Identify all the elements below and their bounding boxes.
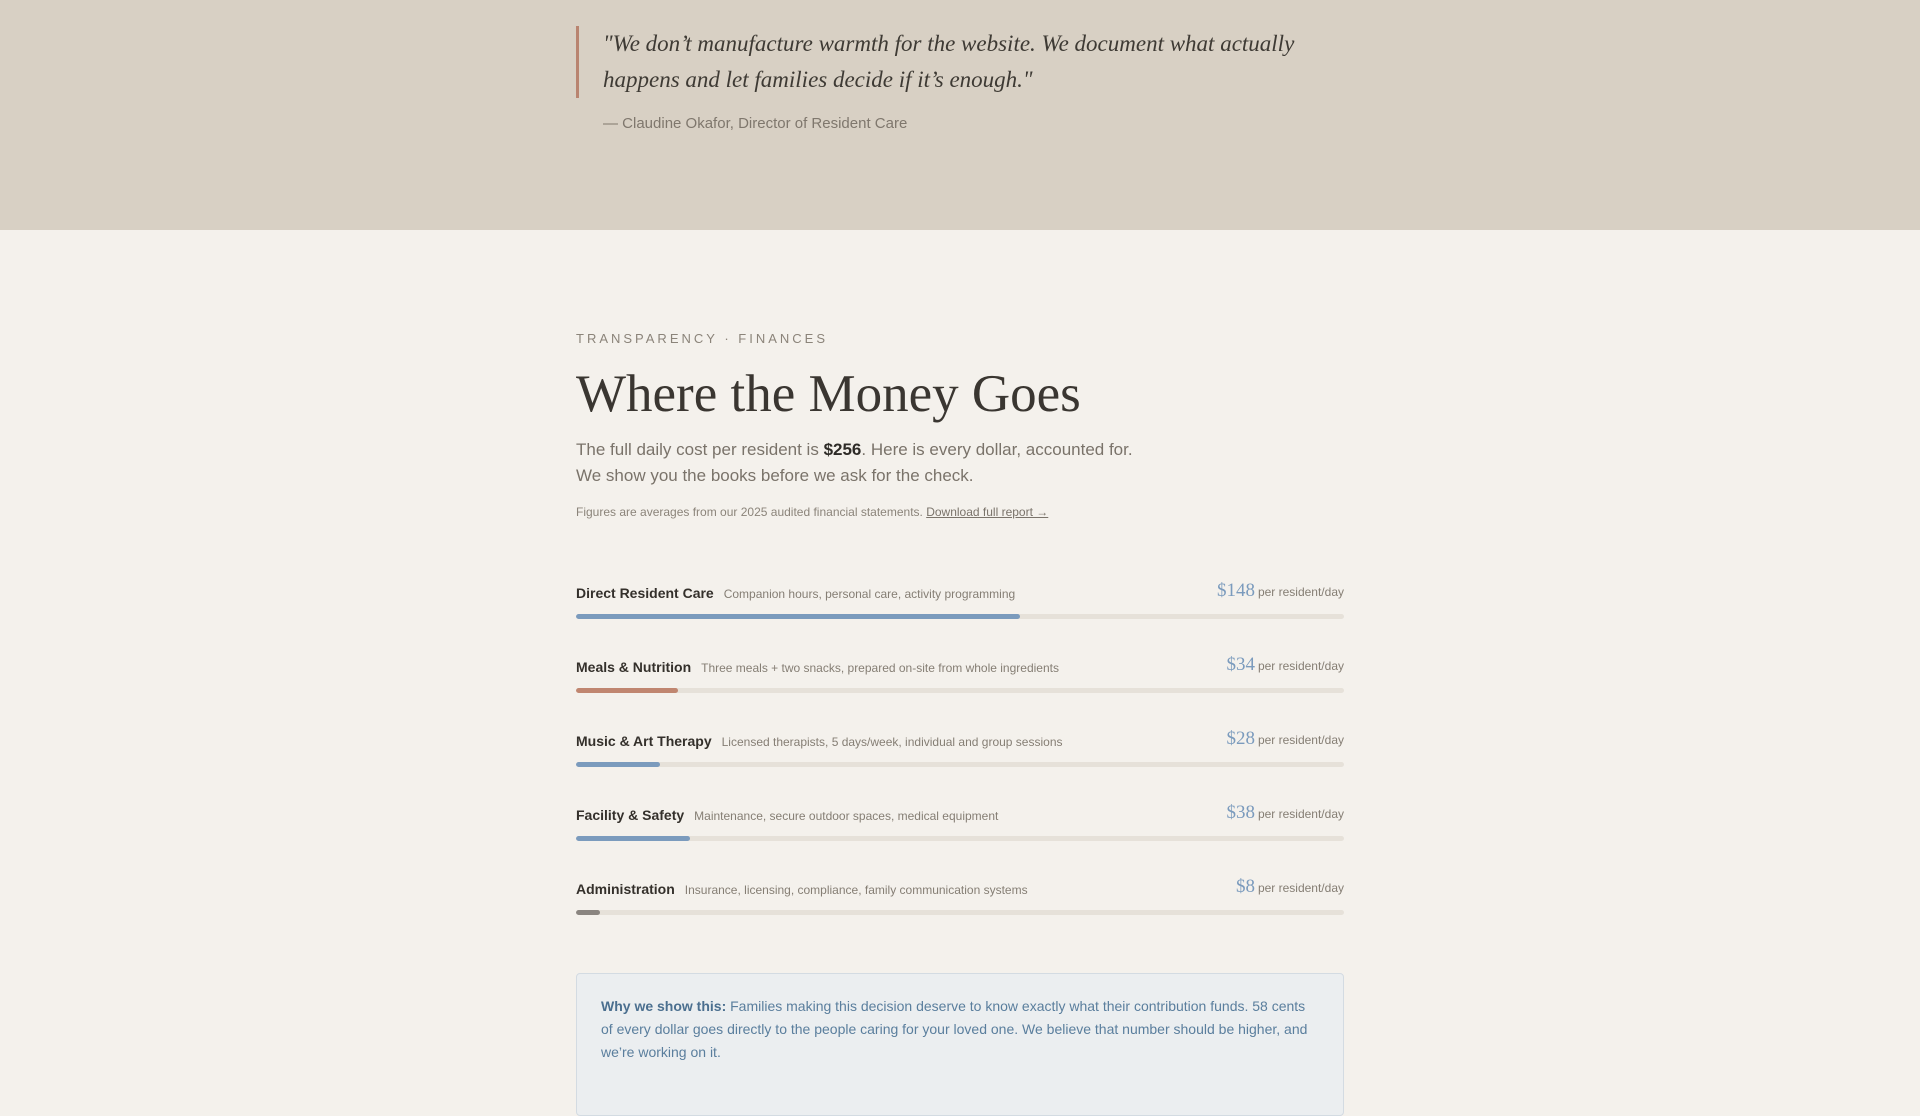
- cost-row: [576, 874, 1344, 948]
- why-we-show-callout: [576, 973, 1344, 1116]
- intro-text: [576, 437, 1146, 489]
- cost-bar-track: [576, 910, 1344, 915]
- cost-bar-track: [576, 688, 1344, 693]
- cost-amount: [1226, 654, 1344, 676]
- quote-text: "We don’t manufacture warmth for the website. We document what actually happens and let families decide if it’s enough.": [603, 31, 1295, 92]
- cost-category-description: Licensed therapists, 5 days/week, individual and group sessions: [721, 735, 1063, 749]
- cost-category-name: Direct Resident Care: [576, 585, 714, 601]
- daily-cost-amount: $256: [823, 440, 862, 459]
- cost-bar-track: [576, 836, 1344, 841]
- cost-amount-value: $8: [1235, 876, 1255, 897]
- cost-category-name: Facility & Safety: [576, 807, 685, 823]
- cost-row: [576, 652, 1344, 726]
- cost-row-header: [576, 726, 1344, 756]
- cost-amount: [1226, 802, 1344, 824]
- intro-after: . Here is every dollar, accounted for. We show you the books before we ask for the check.: [576, 440, 1133, 485]
- cost-breakdown-list: [576, 578, 1344, 948]
- cost-category-name: Administration: [576, 881, 675, 897]
- cost-category-description: Three meals + two snacks, prepared on-site from whole ingredients: [701, 661, 1059, 675]
- section-eyebrow: TRANSPARENCY · FINANCES: [576, 331, 828, 346]
- cost-amount-unit: per resident/day: [1257, 881, 1344, 895]
- cost-category-name: Meals & Nutrition: [576, 659, 692, 675]
- quote-attribution: — Claudine Okafor, Director of Resident Care: [603, 115, 908, 132]
- cost-category-name: Music & Art Therapy: [576, 733, 712, 749]
- cost-amount-value: $28: [1226, 728, 1255, 749]
- cost-row-header: [576, 652, 1344, 682]
- cost-amount-value: $148: [1216, 580, 1255, 601]
- cost-amount-unit: per resident/day: [1257, 733, 1344, 747]
- cost-category-description: Companion hours, personal care, activity programming: [723, 587, 1016, 601]
- cost-bar-fill: [576, 762, 660, 767]
- cost-category-description: Maintenance, secure outdoor spaces, medical equipment: [694, 809, 999, 823]
- cost-bar-fill: [576, 910, 600, 915]
- cost-bar-fill: [576, 836, 690, 841]
- page-title: Where the Money Goes: [576, 365, 1081, 423]
- quote-band: [0, 0, 1920, 230]
- intro-before: The full daily cost per resident is: [576, 440, 824, 459]
- source-note-text: Figures are averages from our 2025 audited financial statements.: [576, 505, 923, 519]
- cost-amount-unit: per resident/day: [1257, 585, 1344, 599]
- cost-amount: [1217, 580, 1344, 602]
- cost-bar-track: [576, 762, 1344, 767]
- cost-amount-unit: per resident/day: [1257, 659, 1344, 673]
- cost-row-label: [576, 881, 1028, 897]
- cost-amount: [1236, 876, 1344, 898]
- cost-amount: [1226, 728, 1344, 750]
- cost-row-label: [576, 659, 1059, 675]
- cost-row-label: [576, 585, 1015, 601]
- cost-row-label: [576, 807, 998, 823]
- cost-category-description: Insurance, licensing, compliance, family communication systems: [684, 883, 1028, 897]
- cost-row: [576, 726, 1344, 800]
- cost-amount-unit: per resident/day: [1257, 807, 1344, 821]
- callout-body: Families making this decision deserve to know exactly what their contribution funds. 58 cents of every dollar goes directly to the people caring for your loved one. We believe that number should be higher, and we’re working on it.: [601, 998, 1308, 1060]
- cost-amount-value: $38: [1226, 802, 1255, 823]
- cost-row-header: [576, 874, 1344, 904]
- callout-lead: Why we show this:: [601, 998, 727, 1014]
- pull-quote: [576, 26, 1323, 98]
- cost-bar-fill: [576, 688, 678, 693]
- download-report-link[interactable]: Download full report →: [926, 505, 1049, 519]
- cost-amount-value: $34: [1226, 654, 1255, 675]
- cost-row-header: [576, 578, 1344, 608]
- cost-bar-track: [576, 614, 1344, 619]
- cost-row-header: [576, 800, 1344, 830]
- cost-row: [576, 800, 1344, 874]
- source-note: [576, 505, 1048, 519]
- cost-row-label: [576, 733, 1063, 749]
- cost-row: [576, 578, 1344, 652]
- cost-bar-fill: [576, 614, 1020, 619]
